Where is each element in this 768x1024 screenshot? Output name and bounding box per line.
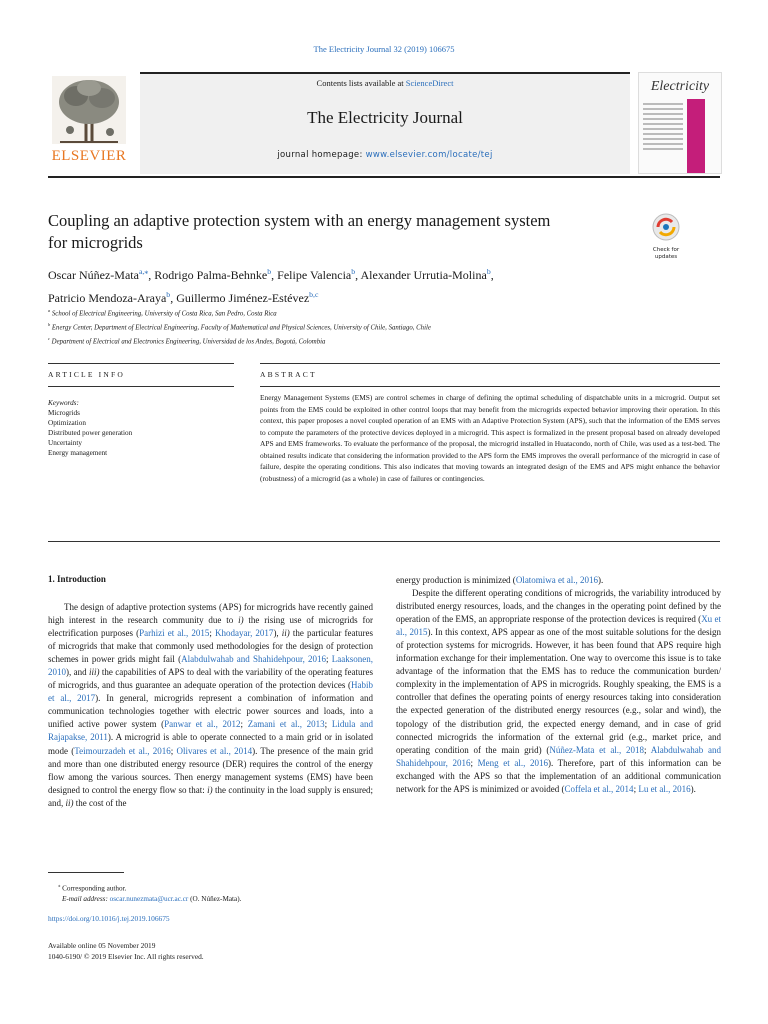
available-online: Available online 05 November 2019 <box>48 941 156 950</box>
body-text: ; <box>470 757 478 768</box>
body-text: ; <box>633 783 639 794</box>
footnotes <box>48 881 448 905</box>
body-text: ), <box>273 628 282 639</box>
keyword: Optimization <box>48 419 86 427</box>
body-text: ). Therefore, part of this information can be exchanged with the APS so that the implementation of an additional communication network for the APS is minimized or avoided ( <box>396 757 721 794</box>
article-info-top-rule <box>48 363 234 364</box>
elsevier-wordmark: ELSEVIER <box>51 148 127 164</box>
author-name: Guillermo Jiménez-Estévez <box>176 291 310 305</box>
citation-link[interactable]: Habib et al., 2017 <box>48 680 373 704</box>
body-text: the cost of the <box>73 797 127 808</box>
citation-link[interactable]: Lu et al., 2016 <box>638 783 691 794</box>
check-updates-icon <box>646 212 686 242</box>
cover-title: Electricity <box>650 79 710 94</box>
body-text: ; <box>170 745 177 756</box>
body-text: ; <box>209 628 215 639</box>
contents-prefix: Contents lists available at <box>316 78 406 88</box>
citation-link[interactable]: Laaksonen, 2010 <box>48 654 373 678</box>
abstract-heading: ABSTRACT <box>260 370 317 379</box>
keywords-list <box>48 408 228 458</box>
affiliation: $^a$ School of Electrical Engineering, University of Costa Rica, San Pedro, Costa Rica <box>48 308 277 318</box>
affiliation-mark: c <box>48 335 50 341</box>
body-text: The design of adaptive protection systems (APS) for microgrids have recently gained high interest in the research community due to <box>48 602 373 626</box>
contents-line <box>140 78 630 88</box>
introduction-heading: 1. Introduction <box>48 574 106 584</box>
author-name: Felipe Valencia <box>277 268 352 282</box>
body-text: ). The presence of the main grid and more than one distributed energy resource (DER) requires the control of the energy flow among the various sources. Then energy management systems (EMS) have been designed to control the energy flow so that: <box>48 745 373 795</box>
body-text: ; <box>324 719 332 730</box>
body-text: ). In general, microgrids represent a combination of information and communication technologies together with electric power sources and loads, into a unified active power system ( <box>48 693 374 730</box>
abstract-top-rule <box>260 363 720 364</box>
enumeration-marker: ii) <box>65 797 74 808</box>
email-label: E-mail address: <box>62 895 108 904</box>
article-title-line1: Coupling an adaptive protection system with an energy management system <box>48 211 551 230</box>
corresponding-author-text: Corresponding author. <box>60 884 127 893</box>
author-line-1: Oscar Núñez-Mata$^{a,⁎}$, Rodrigo Palma-Behnke$^b$, Felipe Valencia$^b$, Alexander Urrutia-Molina$^b$, <box>48 267 494 282</box>
author-name: Patricio Mendoza-Araya <box>48 291 167 305</box>
header-divider <box>48 176 720 178</box>
body-text: ; <box>240 719 248 730</box>
citation-link[interactable]: Alabdulwahab and Shahidehpour, 2016 <box>181 654 327 665</box>
body-text: ). In this context, APS appear as one of the most suitable solutions for the design of protection systems for microgrids. However, it has been found that APS require high information exchange for their implementation. One way to overcome this issue is to take advantage of the information that the EMS has to reduce the communication burden/ complexity in the implementation of APS in microgrids. Roughly speaking, the EMS is a controller that defines the operating points of energy resources taking into consideration the expected generation of the distributed energy resources (e.g., solar and wind), the topology of the distribution grid, the expected energy demand, and in case of grid connected microgrids the information of the external grid (e.g., market price, and operating condition of the main grid) ( <box>396 627 721 755</box>
enumeration-marker: i) <box>207 784 213 795</box>
author-affiliation-mark[interactable]: b,c <box>309 290 319 299</box>
author-affiliation-mark[interactable]: b <box>166 290 171 299</box>
sciencedirect-link[interactable]: ScienceDirect <box>405 78 454 88</box>
author-name: Alexander Urrutia-Molina <box>360 268 487 282</box>
keyword: Distributed power generation <box>48 429 133 437</box>
article-title-line2: for microgrids <box>48 233 143 252</box>
author-affiliation-mark[interactable]: b <box>267 267 272 276</box>
email-note <box>48 894 448 905</box>
affiliation-mark: a <box>48 308 51 313</box>
citation-link[interactable]: Meng et al., 2016 <box>477 757 548 768</box>
citation-link[interactable]: Xu et al., 2015 <box>396 614 721 638</box>
citation-link[interactable]: Teimourzadeh et al., 2016 <box>74 745 171 756</box>
keywords-label: Keywords: <box>48 399 79 407</box>
introduction-right-column <box>396 574 721 796</box>
citation-link[interactable]: Lidula and Rajapakse, 2011 <box>48 719 373 743</box>
citation-link[interactable]: Parhizi et al., 2015 <box>139 628 210 639</box>
body-text: Despite the different operating conditions of microgrids, the variability introduced by distributed energy resources, loads, and the changes in the operating point defined by the operation of the EMS, an appropriate response of the protection devices is required ( <box>396 588 721 625</box>
intro-right-paragraph-2 <box>396 587 721 796</box>
journal-cover-thumbnail <box>638 72 722 174</box>
enumeration-marker: iii) <box>89 667 100 678</box>
body-text: the particular features of microgrids that make that commonly used methodologies for the design of protection schemes in power grids might fail ( <box>48 628 373 665</box>
homepage-prefix: journal homepage: <box>277 150 366 160</box>
corresponding-author-note <box>48 881 448 894</box>
keywords-block <box>48 398 228 458</box>
body-text: energy production is minimized ( <box>396 575 516 585</box>
intro-right-paragraph-1 <box>396 574 721 587</box>
citation-link[interactable]: Panwar et al., 2012 <box>164 719 241 730</box>
body-text: the capabilities of APS to deal with the variability of the operating features of microgrids, and thus guarantee an adequate operation of the protection devices ( <box>48 667 373 691</box>
body-text: the rising use of microgrids for electrification purposes ( <box>48 615 373 639</box>
author-name: Oscar Núñez-Mata <box>48 268 139 282</box>
body-text: ), and <box>66 667 90 678</box>
journal-reference[interactable]: The Electricity Journal 32 (2019) 106675 <box>313 44 455 54</box>
doi-link[interactable]: https://doi.org/10.1016/j.tej.2019.106675 <box>48 914 170 923</box>
check-updates-label-2: updates <box>654 254 678 260</box>
keyword: Uncertainty <box>48 439 82 447</box>
author-line-2: Patricio Mendoza-Araya$^b$, Guillermo Jiménez-Estévez$^{b,c}$ <box>48 290 319 305</box>
author-list <box>48 262 688 308</box>
affiliation: $^c$ Department of Electrical and Electronics Engineering, Universidad de los Andes, Bogotá, Colombia <box>48 335 326 345</box>
enumeration-marker: i) <box>238 615 244 626</box>
article-info-mid-rule <box>48 386 234 387</box>
cover-text-lines <box>643 103 683 153</box>
abstract-mid-rule <box>260 386 720 387</box>
article-title <box>48 210 638 254</box>
publication-info <box>48 940 204 962</box>
body-text: the continuity in the load supply is ensured; and, <box>48 784 373 808</box>
citation-link[interactable]: Núñez-Mata et al., 2018 <box>549 744 645 755</box>
introduction-left-column <box>48 601 373 810</box>
affiliation: $^b$ Energy Center, Department of Electrical Engineering, Faculty of Mathematical and Physical Sciences, University of Chile, Santiago, Chile <box>48 321 431 332</box>
body-text: ). <box>690 783 696 794</box>
corresponding-mark: ⁎ <box>58 884 61 889</box>
body-text: ). <box>598 575 604 585</box>
journal-title: The Electricity Journal <box>307 108 463 127</box>
email-link[interactable]: oscar.nunezmata@ucr.ac.cr <box>109 895 189 904</box>
article-info-heading: ARTICLE INFO <box>48 370 125 379</box>
body-text: ). A microgrid is able to operate connected to a main grid or in isolated mode ( <box>48 732 373 756</box>
keyword: Microgrids <box>48 409 80 417</box>
body-text: ; <box>326 654 332 665</box>
author-affiliation-mark[interactable]: b <box>351 267 356 276</box>
citation-link[interactable]: Alabdulwahab and Shahidehpour, 2016 <box>396 744 722 768</box>
journal-homepage <box>140 150 630 160</box>
author-affiliation-mark[interactable]: b <box>486 267 491 276</box>
enumeration-marker: ii) <box>281 628 290 639</box>
body-text: ; <box>644 744 651 755</box>
citation-link[interactable]: Khodayar, 2017 <box>214 628 274 639</box>
abstract-bottom-rule <box>48 541 720 542</box>
homepage-link[interactable]: www.elsevier.com/locate/tej <box>365 150 493 160</box>
cover-stripe <box>687 99 705 173</box>
keyword: Energy management <box>48 449 108 457</box>
footnote-rule <box>48 872 124 873</box>
copyright: 1040-6190/ © 2019 Elsevier Inc. All rights reserved. <box>48 952 204 961</box>
citation-link[interactable]: Coffela et al., 2014 <box>564 783 634 794</box>
author-name: Rodrigo Palma-Behnke <box>154 268 268 282</box>
affiliations <box>48 306 688 347</box>
email-owner: (O. Núñez-Mata). <box>188 895 242 904</box>
check-updates-label-1: Check for <box>652 247 680 253</box>
affiliation-mark: b <box>48 321 51 327</box>
citation-link[interactable]: Olatomiwa et al., 2016 <box>515 575 599 585</box>
citation-link[interactable]: Olivares et al., 2014 <box>176 745 253 756</box>
abstract-text: Energy Management Systems (EMS) are control schemes in charge of defining the optimal scheduling of dispatchable units in a microgrid. Output set points from the EMS could be exploited in other control loops that may benefit from the microgrids expected behavior improving their operation. In this context, this paper proposes a novel coupled operation of an EMS with an Adaptive Protection System (APS), such that the information of the EMS serves to compute the parameters of the protective devices deployed in a microgrid. This aspect is formalized in the present proposal based on already developed APS and EMS frameworks. To evaluate the performance of the proposal, the microgrid installed in Huatacondo, north of Chile, was used as a test-bed. The obtained results indicate that considering the information provided to the APS form the EMS improves the overall performance of the microgrid in case of failure, despite the operating conditions. This also indicates that moving towards an integrated design of the EMS and APS might enhance the behavior (robustness) of a microgrid (as a whole) in case of failures or contingencies. <box>260 393 720 483</box>
citation-link[interactable]: Zamani et al., 2013 <box>247 719 325 730</box>
author-affiliation-mark[interactable]: a,⁎ <box>138 267 149 276</box>
check-for-updates-badge[interactable] <box>646 212 686 262</box>
